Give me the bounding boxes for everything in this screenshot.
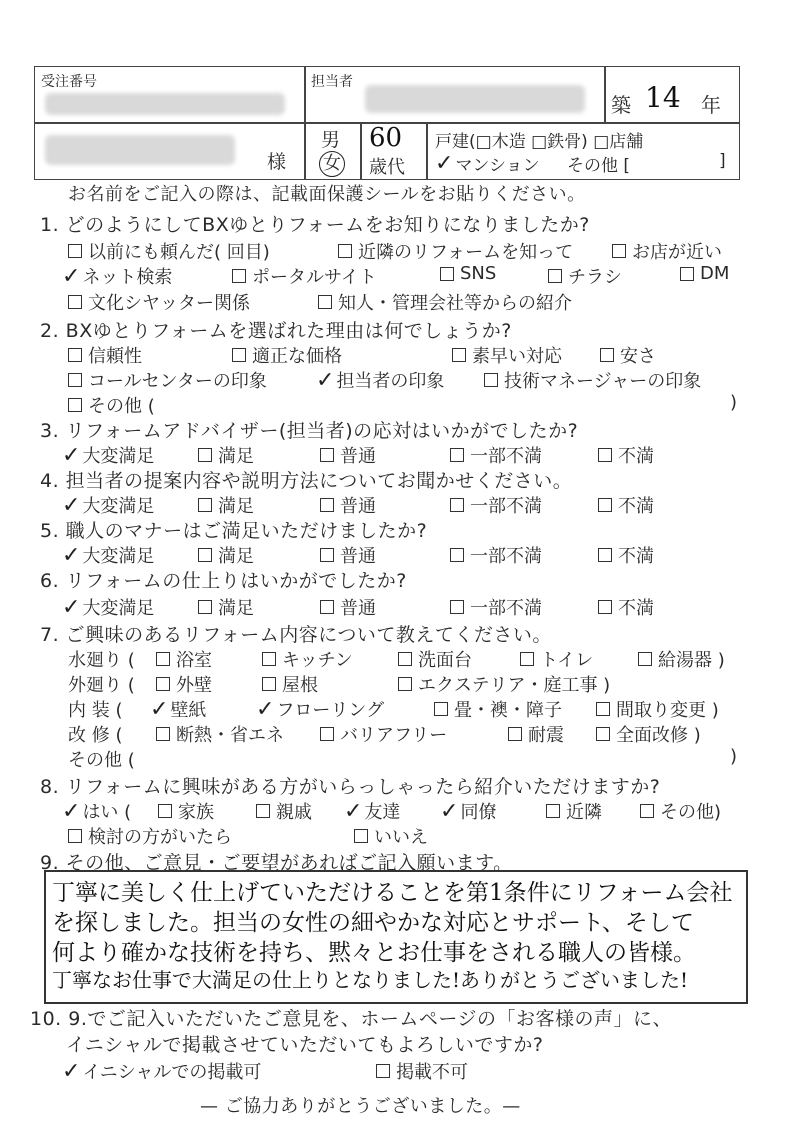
q1-option-dm[interactable]: [680, 263, 729, 284]
q8-no[interactable]: [354, 823, 428, 849]
checkbox-icon: [232, 269, 246, 283]
checkbox-icon: [198, 498, 212, 512]
q1-option-referral[interactable]: [318, 289, 572, 315]
option-label: 大変満足: [82, 598, 155, 619]
option-label: その他 (: [88, 396, 155, 417]
checkbox-icon: [450, 600, 464, 614]
q6-satisfied[interactable]: [198, 594, 254, 620]
checkbox-icon: [156, 652, 170, 666]
q2-option-trust[interactable]: [68, 342, 142, 368]
option-label: 不満: [618, 446, 654, 467]
option-label: 近隣: [566, 802, 602, 823]
q1-option-sns[interactable]: [440, 263, 496, 284]
q7-water-label: 水廻り (: [68, 650, 135, 671]
option-label: 以前にも頼んだ( 回目): [88, 242, 270, 263]
checkbox-icon: [596, 727, 610, 741]
q1-option-store-near[interactable]: [612, 238, 722, 264]
checkbox-icon: [68, 373, 82, 387]
q6-partly-unsatisfied[interactable]: [450, 594, 542, 620]
option-label: フローリング: [276, 700, 385, 721]
option-label: 一部不満: [470, 446, 542, 467]
checkbox-icon: [598, 600, 612, 614]
q5-very-satisfied[interactable]: [62, 542, 154, 568]
checkbox-icon: [338, 244, 352, 258]
comment-line-3: 何より確かな技術を持ち、黙々とお仕事をされる職人の皆様。: [52, 940, 696, 966]
checkbox-icon: [256, 804, 270, 818]
checkbox-icon: [320, 548, 334, 562]
q7-water-heater[interactable]: [638, 646, 725, 672]
q6-very-satisfied[interactable]: [62, 594, 154, 620]
option-label: 親戚: [276, 802, 312, 823]
checkbox-icon: [452, 348, 466, 362]
footer-thanks: — ご協力ありがとうございました。—: [200, 1096, 521, 1117]
check-mark-icon: ✓: [62, 1058, 81, 1084]
q10-title-2: イニシャルで掲載させていただいてもよろしいですか?: [66, 1034, 544, 1056]
customer-name-redacted: [45, 135, 235, 165]
q2-option-call-center[interactable]: [68, 367, 267, 393]
q1-option-bunka[interactable]: [68, 289, 250, 315]
checkbox-icon: [638, 652, 652, 666]
checkbox-icon: [546, 804, 560, 818]
checkbox-icon: [598, 448, 612, 462]
check-mark-icon: ✓: [62, 798, 81, 824]
checkbox-icon: [232, 348, 246, 362]
checkbox-icon: [508, 727, 522, 741]
q3-title: 3. リフォームアドバイザー(担当者)の応対はいかがでしたか?: [40, 420, 579, 442]
option-label: 技術マネージャーの印象: [504, 371, 702, 392]
q2-option-staff[interactable]: [316, 367, 444, 393]
option-label: エクステリア・庭工事 ): [418, 675, 611, 696]
option-label: 友達: [364, 802, 401, 823]
checkbox-icon: [398, 677, 412, 691]
q5-partly-unsatisfied[interactable]: [450, 542, 542, 568]
q7-other-close: ): [730, 746, 738, 767]
checkbox-icon: [484, 373, 498, 387]
q10-title: 10. 9.でご記入いただいたご意見を、ホームページの「お客様の声」に、: [30, 1008, 673, 1030]
q7-exterior-roof[interactable]: [262, 671, 318, 697]
q3-very-satisfied[interactable]: [62, 442, 154, 468]
checkbox-icon: [198, 600, 212, 614]
q4-satisfied[interactable]: [198, 492, 254, 518]
checkbox-icon: [318, 295, 332, 309]
age-suffix: 歳代: [369, 157, 405, 178]
q2-option-fast[interactable]: [452, 342, 562, 368]
q8-relatives[interactable]: [256, 798, 312, 824]
checkbox-icon: [680, 267, 694, 281]
option-label: 安さ: [620, 346, 656, 367]
header-built-box: [604, 66, 740, 124]
q8-consider[interactable]: [68, 823, 232, 849]
q2-option-other[interactable]: [68, 392, 155, 418]
built-suffix: 年: [701, 93, 721, 117]
q5-title: 5. 職人のマナーはご満足いただけましたか?: [40, 520, 428, 542]
option-label: ポータルサイト: [252, 267, 377, 288]
q4-neutral[interactable]: [320, 492, 376, 518]
check-mark-icon: ✓: [62, 594, 81, 620]
staff-name-redacted: [365, 85, 585, 113]
header-staff-box: [304, 66, 606, 124]
q3-satisfied[interactable]: [198, 442, 254, 468]
q8-other[interactable]: [640, 798, 721, 824]
option-label: ネット検索: [82, 267, 173, 288]
option-label: 普通: [340, 598, 376, 619]
option-label: 浴室: [176, 650, 212, 671]
q7-interior-layout[interactable]: [596, 696, 719, 722]
q7-renovation-full[interactable]: [596, 721, 701, 747]
option-label: 外壁: [176, 675, 212, 696]
q7-renovation-barrierfree[interactable]: [320, 721, 447, 747]
check-mark-icon: ✓: [62, 263, 81, 289]
option-label: 掲載不可: [396, 1062, 468, 1083]
option-label: 一部不満: [470, 546, 542, 567]
option-label: 不満: [618, 496, 654, 517]
q6-title: 6. リフォームの仕上りはいかがでしたか?: [40, 570, 407, 592]
q3-neutral[interactable]: [320, 442, 376, 468]
q7-interior-wallpaper[interactable]: [150, 696, 206, 722]
q3-partly-unsatisfied[interactable]: [450, 442, 542, 468]
checkbox-icon: [612, 244, 626, 258]
check-mark-icon: ✓: [62, 542, 81, 568]
mansion-option: [435, 151, 540, 176]
q5-unsatisfied[interactable]: [598, 542, 654, 568]
option-label: その他): [660, 802, 722, 823]
option-label: 全面改修 ): [616, 725, 701, 746]
option-label: 満足: [218, 598, 254, 619]
checkbox-icon: [596, 702, 610, 716]
header-house-box: [426, 122, 740, 180]
option-label: 普通: [340, 546, 376, 567]
q8-yes[interactable]: [62, 798, 131, 824]
checkbox-icon: [320, 600, 334, 614]
q4-unsatisfied[interactable]: [598, 492, 654, 518]
option-label: いいえ: [374, 827, 428, 848]
checkbox-icon: [440, 267, 454, 281]
age-value: 60: [369, 123, 403, 153]
q9-title: 9. その他、ご意見・ご要望があればご記入願います。: [40, 852, 513, 874]
option-label: 一部不満: [470, 496, 542, 517]
option-label: 不満: [618, 546, 654, 567]
q7-renovation-insulation[interactable]: [156, 721, 284, 747]
option-label: チラシ: [568, 267, 622, 288]
q2-other-close: ): [730, 392, 738, 413]
staff-label: 担当者: [311, 74, 353, 90]
option-label: DM: [700, 263, 730, 284]
check-mark-icon: ✓: [62, 492, 81, 518]
comment-line-1: 丁寧に美しく仕上げていただけることを第1条件にリフォーム会社: [52, 880, 733, 906]
option-label: 文化シヤッター関係: [88, 293, 250, 314]
checkbox-icon: [548, 269, 562, 283]
q1-option-flyer[interactable]: [548, 263, 622, 289]
checkbox-icon: [68, 398, 82, 412]
q7-renovation-quake[interactable]: [508, 721, 564, 747]
q7-water-washbasin[interactable]: [398, 646, 472, 672]
option-label: 近隣のリフォームを知って: [358, 242, 574, 263]
comment-line-4: 丁寧なお仕事で大満足の仕上りとなりました!ありがとうございました!: [52, 968, 689, 992]
checkbox-icon: [320, 727, 334, 741]
checkbox-icon: [156, 677, 170, 691]
q8-friends[interactable]: [344, 798, 400, 824]
option-label: はい (: [82, 802, 132, 823]
q2-title: 2. BXゆとりフォームを選ばれた理由は何でしょうか?: [40, 320, 512, 342]
q4-very-satisfied[interactable]: [62, 492, 154, 518]
q1-option-previous[interactable]: [68, 238, 270, 264]
q6-neutral[interactable]: [320, 594, 376, 620]
option-label: SNS: [460, 263, 497, 284]
q3-unsatisfied[interactable]: [598, 442, 654, 468]
q4-partly-unsatisfied[interactable]: [450, 492, 542, 518]
q1-option-neighbor[interactable]: [338, 238, 573, 264]
checkbox-icon: [640, 804, 654, 818]
q7-water-bath[interactable]: [156, 646, 212, 672]
checkbox-icon: [376, 1064, 390, 1078]
check-mark-icon: ✓: [316, 367, 335, 393]
option-label: イニシャルでの掲載可: [82, 1062, 262, 1083]
q7-interior-tatami[interactable]: [434, 696, 562, 722]
seal-notice: お名前をご記入の際は、記載面保護シールをお貼りください。: [68, 184, 586, 205]
checkbox-icon: [354, 829, 368, 843]
checkbox-icon: [434, 702, 448, 716]
q5-satisfied[interactable]: [198, 542, 254, 568]
q7-exterior-wall[interactable]: [156, 671, 212, 697]
q5-neutral[interactable]: [320, 542, 376, 568]
checkbox-icon: [68, 244, 82, 258]
checkbox-icon: [320, 448, 334, 462]
option-label: 同僚: [460, 802, 497, 823]
option-label: 不満: [618, 598, 654, 619]
option-label: 大変満足: [82, 496, 155, 517]
honorific: 様: [267, 151, 287, 173]
q8-title: 8. リフォームに興味がある方がいらっしゃったら紹介いただけますか?: [40, 776, 661, 798]
option-label: 信頼性: [88, 346, 142, 367]
header-name-box: [34, 122, 306, 180]
q7-water-kitchen[interactable]: [262, 646, 353, 672]
gender-female-circled: 女: [319, 151, 345, 177]
option-label: 知人・管理会社等からの紹介: [338, 293, 572, 314]
checkbox-icon: [320, 498, 334, 512]
built-years-value: 14: [645, 81, 681, 114]
check-mark-icon: ✓: [344, 798, 363, 824]
q7-renovation-label: 改 修 (: [68, 725, 123, 746]
option-label: 満足: [218, 496, 254, 517]
option-label: 大変満足: [82, 446, 155, 467]
q8-colleagues[interactable]: [440, 798, 496, 824]
option-label: 畳・襖・障子: [454, 700, 562, 721]
mansion-label: マンション: [455, 156, 540, 176]
header-age-box: [360, 122, 428, 180]
option-label: 家族: [178, 802, 214, 823]
q7-exterior-label: 外廻り (: [68, 675, 135, 696]
check-mark-icon: ✓: [150, 696, 169, 722]
option-label: お店が近い: [632, 242, 722, 263]
house-type-options: 戸建(□木造 □鉄骨) □店舗: [435, 132, 644, 152]
checkbox-icon: [598, 498, 612, 512]
option-label: 壁紙: [170, 700, 207, 721]
option-label: 洗面台: [418, 650, 472, 671]
option-label: トイレ: [540, 650, 594, 671]
checkbox-icon: [158, 804, 172, 818]
check-mark-icon: ✓: [435, 151, 454, 176]
checkbox-icon: [262, 652, 276, 666]
comment-line-2: を探しました。担当の女性の細やかな対応とサポート、そして: [52, 910, 694, 936]
order-number-label: 受注番号: [41, 74, 97, 90]
q2-option-price[interactable]: [232, 342, 342, 368]
checkbox-icon: [398, 652, 412, 666]
option-label: 大変満足: [82, 546, 155, 567]
option-label: 間取り変更 ): [616, 700, 719, 721]
option-label: 普通: [340, 446, 376, 467]
option-label: 担当者の印象: [336, 371, 445, 392]
q7-interior-flooring[interactable]: [256, 696, 384, 722]
q1-title: 1. どのようにしてBXゆとりフォームをお知りになりましたか?: [40, 214, 590, 236]
check-mark-icon: ✓: [440, 798, 459, 824]
q6-unsatisfied[interactable]: [598, 594, 654, 620]
checkbox-icon: [262, 677, 276, 691]
gender-male: 男: [321, 129, 341, 151]
option-label: 適正な価格: [252, 346, 342, 367]
option-label: 耐震: [528, 725, 564, 746]
q7-other-label: その他 (: [68, 750, 135, 771]
option-label: 検討の方がいたら: [88, 827, 232, 848]
q1-option-portal[interactable]: [232, 263, 377, 289]
q10-not-ok[interactable]: [376, 1058, 468, 1084]
option-label: コールセンターの印象: [88, 371, 267, 392]
checkbox-icon: [598, 548, 612, 562]
other-house-label: その他 [: [567, 156, 631, 176]
q10-initial-ok[interactable]: [62, 1058, 261, 1084]
checkbox-icon: [198, 448, 212, 462]
option-label: 満足: [218, 446, 254, 467]
q1-option-net-search[interactable]: [62, 263, 172, 289]
option-label: 素早い対応: [472, 346, 562, 367]
q7-interior-label: 内 装 (: [68, 700, 123, 721]
q2-option-tech-manager[interactable]: [484, 367, 701, 393]
option-label: バリアフリー: [340, 725, 448, 746]
option-label: 断熱・省エネ: [176, 725, 284, 746]
checkbox-icon: [68, 829, 82, 843]
q8-neighbors[interactable]: [546, 798, 602, 824]
checkbox-icon: [520, 652, 534, 666]
other-house-close: ]: [719, 151, 726, 171]
q2-option-cheap[interactable]: [600, 342, 656, 368]
check-mark-icon: ✓: [256, 696, 275, 722]
option-label: 普通: [340, 496, 376, 517]
checkbox-icon: [156, 727, 170, 741]
q8-family[interactable]: [158, 798, 214, 824]
option-label: 満足: [218, 546, 254, 567]
q7-water-toilet[interactable]: [520, 646, 593, 672]
checkbox-icon: [450, 448, 464, 462]
checkbox-icon: [68, 295, 82, 309]
header-order-box: [34, 66, 306, 124]
checkbox-icon: [600, 348, 614, 362]
q7-exterior-garden[interactable]: [398, 671, 610, 697]
header-gender-box: [304, 122, 362, 180]
checkbox-icon: [68, 348, 82, 362]
option-label: 給湯器 ): [658, 650, 725, 671]
built-label: 築: [611, 93, 631, 117]
option-label: 一部不満: [470, 598, 542, 619]
option-label: キッチン: [282, 650, 353, 671]
check-mark-icon: ✓: [62, 442, 81, 468]
q7-title: 7. ご興味のあるリフォーム内容について教えてください。: [40, 624, 552, 646]
option-label: 屋根: [282, 675, 318, 696]
checkbox-icon: [450, 548, 464, 562]
checkbox-icon: [198, 548, 212, 562]
q4-title: 4. 担当者の提案内容や説明方法についてお聞かせください。: [40, 470, 573, 492]
checkbox-icon: [450, 498, 464, 512]
order-number-redacted: [45, 93, 285, 115]
